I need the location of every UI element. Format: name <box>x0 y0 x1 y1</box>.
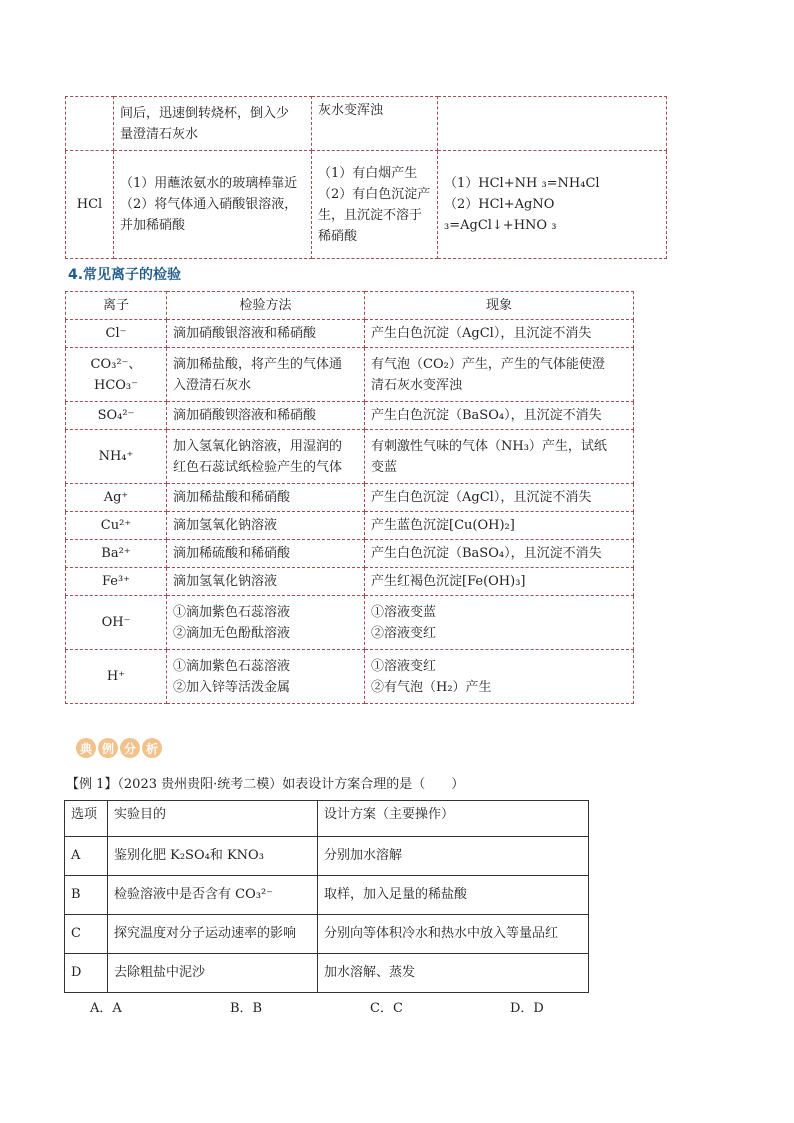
method-cell: 加入氢氧化钠溶液，用湿润的 红色石蕊试纸检验产生的气体 <box>167 430 365 484</box>
header-option: 选项 <box>65 801 108 837</box>
phenomenon-cell: 有气泡（CO₂）产生，产生的气体能使澄 清石灰水变浑浊 <box>365 348 634 402</box>
table-header-row <box>65 801 589 837</box>
purpose-cell: 检验溶液中是否含有 CO₃²⁻ <box>108 876 318 915</box>
equation-cell: （1）HCl+NH ₃=NH₄Cl （2）HCl+AgNO ₃=AgCl↓+HNO ₃ <box>438 151 667 259</box>
design-cell: 加水溶解、蒸发 <box>318 954 589 993</box>
substance-cell <box>66 97 114 151</box>
option-cell: B <box>65 876 108 915</box>
option-cell: D <box>65 954 108 993</box>
table-row <box>66 97 667 151</box>
method-cell: （1）用蘸浓氨水的玻璃棒靠近 （2）将气体通入硝酸银溶液， 并加稀硝酸 <box>114 151 312 259</box>
badge-char: 例 <box>98 738 118 758</box>
table-row <box>65 837 589 876</box>
phenomenon-cell: （1）有白烟产生 （2）有白色沉淀产 生，且沉淀不溶于 稀硝酸 <box>312 151 438 259</box>
ion-cell: SO₄²⁻ <box>66 402 167 430</box>
option-cell: A <box>65 837 108 876</box>
design-cell: 分别向等体积冷水和热水中放入等量品红 <box>318 915 589 954</box>
choice-d[interactable]: D．D <box>510 1001 544 1016</box>
header-phenomenon: 现象 <box>365 292 634 320</box>
table-row <box>65 915 589 954</box>
phenomenon-cell: ①溶液变蓝 ②溶液变红 <box>365 596 634 650</box>
ion-cell: Fe³⁺ <box>66 568 167 596</box>
header-ion: 离子 <box>66 292 167 320</box>
example-analysis-badge <box>76 738 162 758</box>
table-row <box>66 540 634 568</box>
table-row <box>66 402 634 430</box>
table-row <box>66 484 634 512</box>
badge-char: 分 <box>120 738 140 758</box>
phenomenon-cell: 产生白色沉淀（BaSO₄），且沉淀不消失 <box>365 402 634 430</box>
equation-cell <box>438 97 667 151</box>
phenomenon-cell: 产生白色沉淀（AgCl），且沉淀不消失 <box>365 320 634 348</box>
design-cell: 取样，加入足量的稀盐酸 <box>318 876 589 915</box>
phenomenon-cell: ①溶液变红 ②有气泡（H₂）产生 <box>365 650 634 704</box>
table-header-row <box>66 292 634 320</box>
substance-cell: HCl <box>66 151 114 259</box>
phenomenon-cell: 灰水变浑浊 <box>312 97 438 151</box>
table-row <box>66 650 634 704</box>
example-table <box>64 800 589 993</box>
option-cell: C <box>65 915 108 954</box>
ion-cell: Ag⁺ <box>66 484 167 512</box>
choice-c[interactable]: C．C <box>370 1001 403 1016</box>
ion-cell: OH⁻ <box>66 596 167 650</box>
method-cell: 滴加氢氧化钠溶液 <box>167 512 365 540</box>
ion-cell: Cl⁻ <box>66 320 167 348</box>
method-cell: 滴加硝酸钡溶液和稀硝酸 <box>167 402 365 430</box>
ion-cell: Cu²⁺ <box>66 512 167 540</box>
table-row <box>65 954 589 993</box>
phenomenon-cell: 产生蓝色沉淀[Cu(OH)₂] <box>365 512 634 540</box>
gas-test-table <box>65 96 667 259</box>
header-design: 设计方案（主要操作） <box>318 801 589 837</box>
example-question: 【例 1】（2023 贵州贵阳·统考二模）如表设计方案合理的是（ ） <box>66 777 465 792</box>
table-row <box>66 596 634 650</box>
section-title: 4.常见离子的检验 <box>68 267 182 283</box>
ion-test-table <box>65 291 634 704</box>
method-cell: 滴加稀硫酸和稀硝酸 <box>167 540 365 568</box>
method-cell: 滴加氢氧化钠溶液 <box>167 568 365 596</box>
method-cell: 滴加稀盐酸和稀硝酸 <box>167 484 365 512</box>
method-cell: 间后，迅速倒转烧杯，倒入少 量澄清石灰水 <box>114 97 312 151</box>
header-method: 检验方法 <box>167 292 365 320</box>
phenomenon-cell: 产生白色沉淀（BaSO₄），且沉淀不消失 <box>365 540 634 568</box>
table-row <box>66 348 634 402</box>
choice-b[interactable]: B．B <box>230 1001 263 1016</box>
badge-char: 析 <box>142 738 162 758</box>
table-row <box>66 430 634 484</box>
ion-cell: CO₃²⁻、HCO₃⁻ <box>66 348 167 402</box>
table-row <box>66 320 634 348</box>
method-cell: ①滴加紫色石蕊溶液 ②滴加无色酚酞溶液 <box>167 596 365 650</box>
phenomenon-cell: 产生红褐色沉淀[Fe(OH)₃] <box>365 568 634 596</box>
table-row <box>66 568 634 596</box>
phenomenon-cell: 产生白色沉淀（AgCl），且沉淀不消失 <box>365 484 634 512</box>
phenomenon-cell: 有刺激性气味的气体（NH₃）产生，试纸 变蓝 <box>365 430 634 484</box>
header-purpose: 实验目的 <box>108 801 318 837</box>
ion-cell: H⁺ <box>66 650 167 704</box>
table-row <box>65 876 589 915</box>
ion-cell: Ba²⁺ <box>66 540 167 568</box>
purpose-cell: 探究温度对分子运动速率的影响 <box>108 915 318 954</box>
badge-char: 典 <box>76 738 96 758</box>
method-cell: 滴加稀盐酸，将产生的气体通 入澄清石灰水 <box>167 348 365 402</box>
method-cell: ①滴加紫色石蕊溶液 ②加入锌等活泼金属 <box>167 650 365 704</box>
method-cell: 滴加硝酸银溶液和稀硝酸 <box>167 320 365 348</box>
ion-cell: NH₄⁺ <box>66 430 167 484</box>
choice-a[interactable]: A．A <box>90 1001 122 1016</box>
answer-choices <box>90 997 650 1016</box>
purpose-cell: 鉴别化肥 K₂SO₄和 KNO₃ <box>108 837 318 876</box>
purpose-cell: 去除粗盐中泥沙 <box>108 954 318 993</box>
design-cell: 分别加水溶解 <box>318 837 589 876</box>
table-row <box>66 512 634 540</box>
table-row <box>66 151 667 259</box>
